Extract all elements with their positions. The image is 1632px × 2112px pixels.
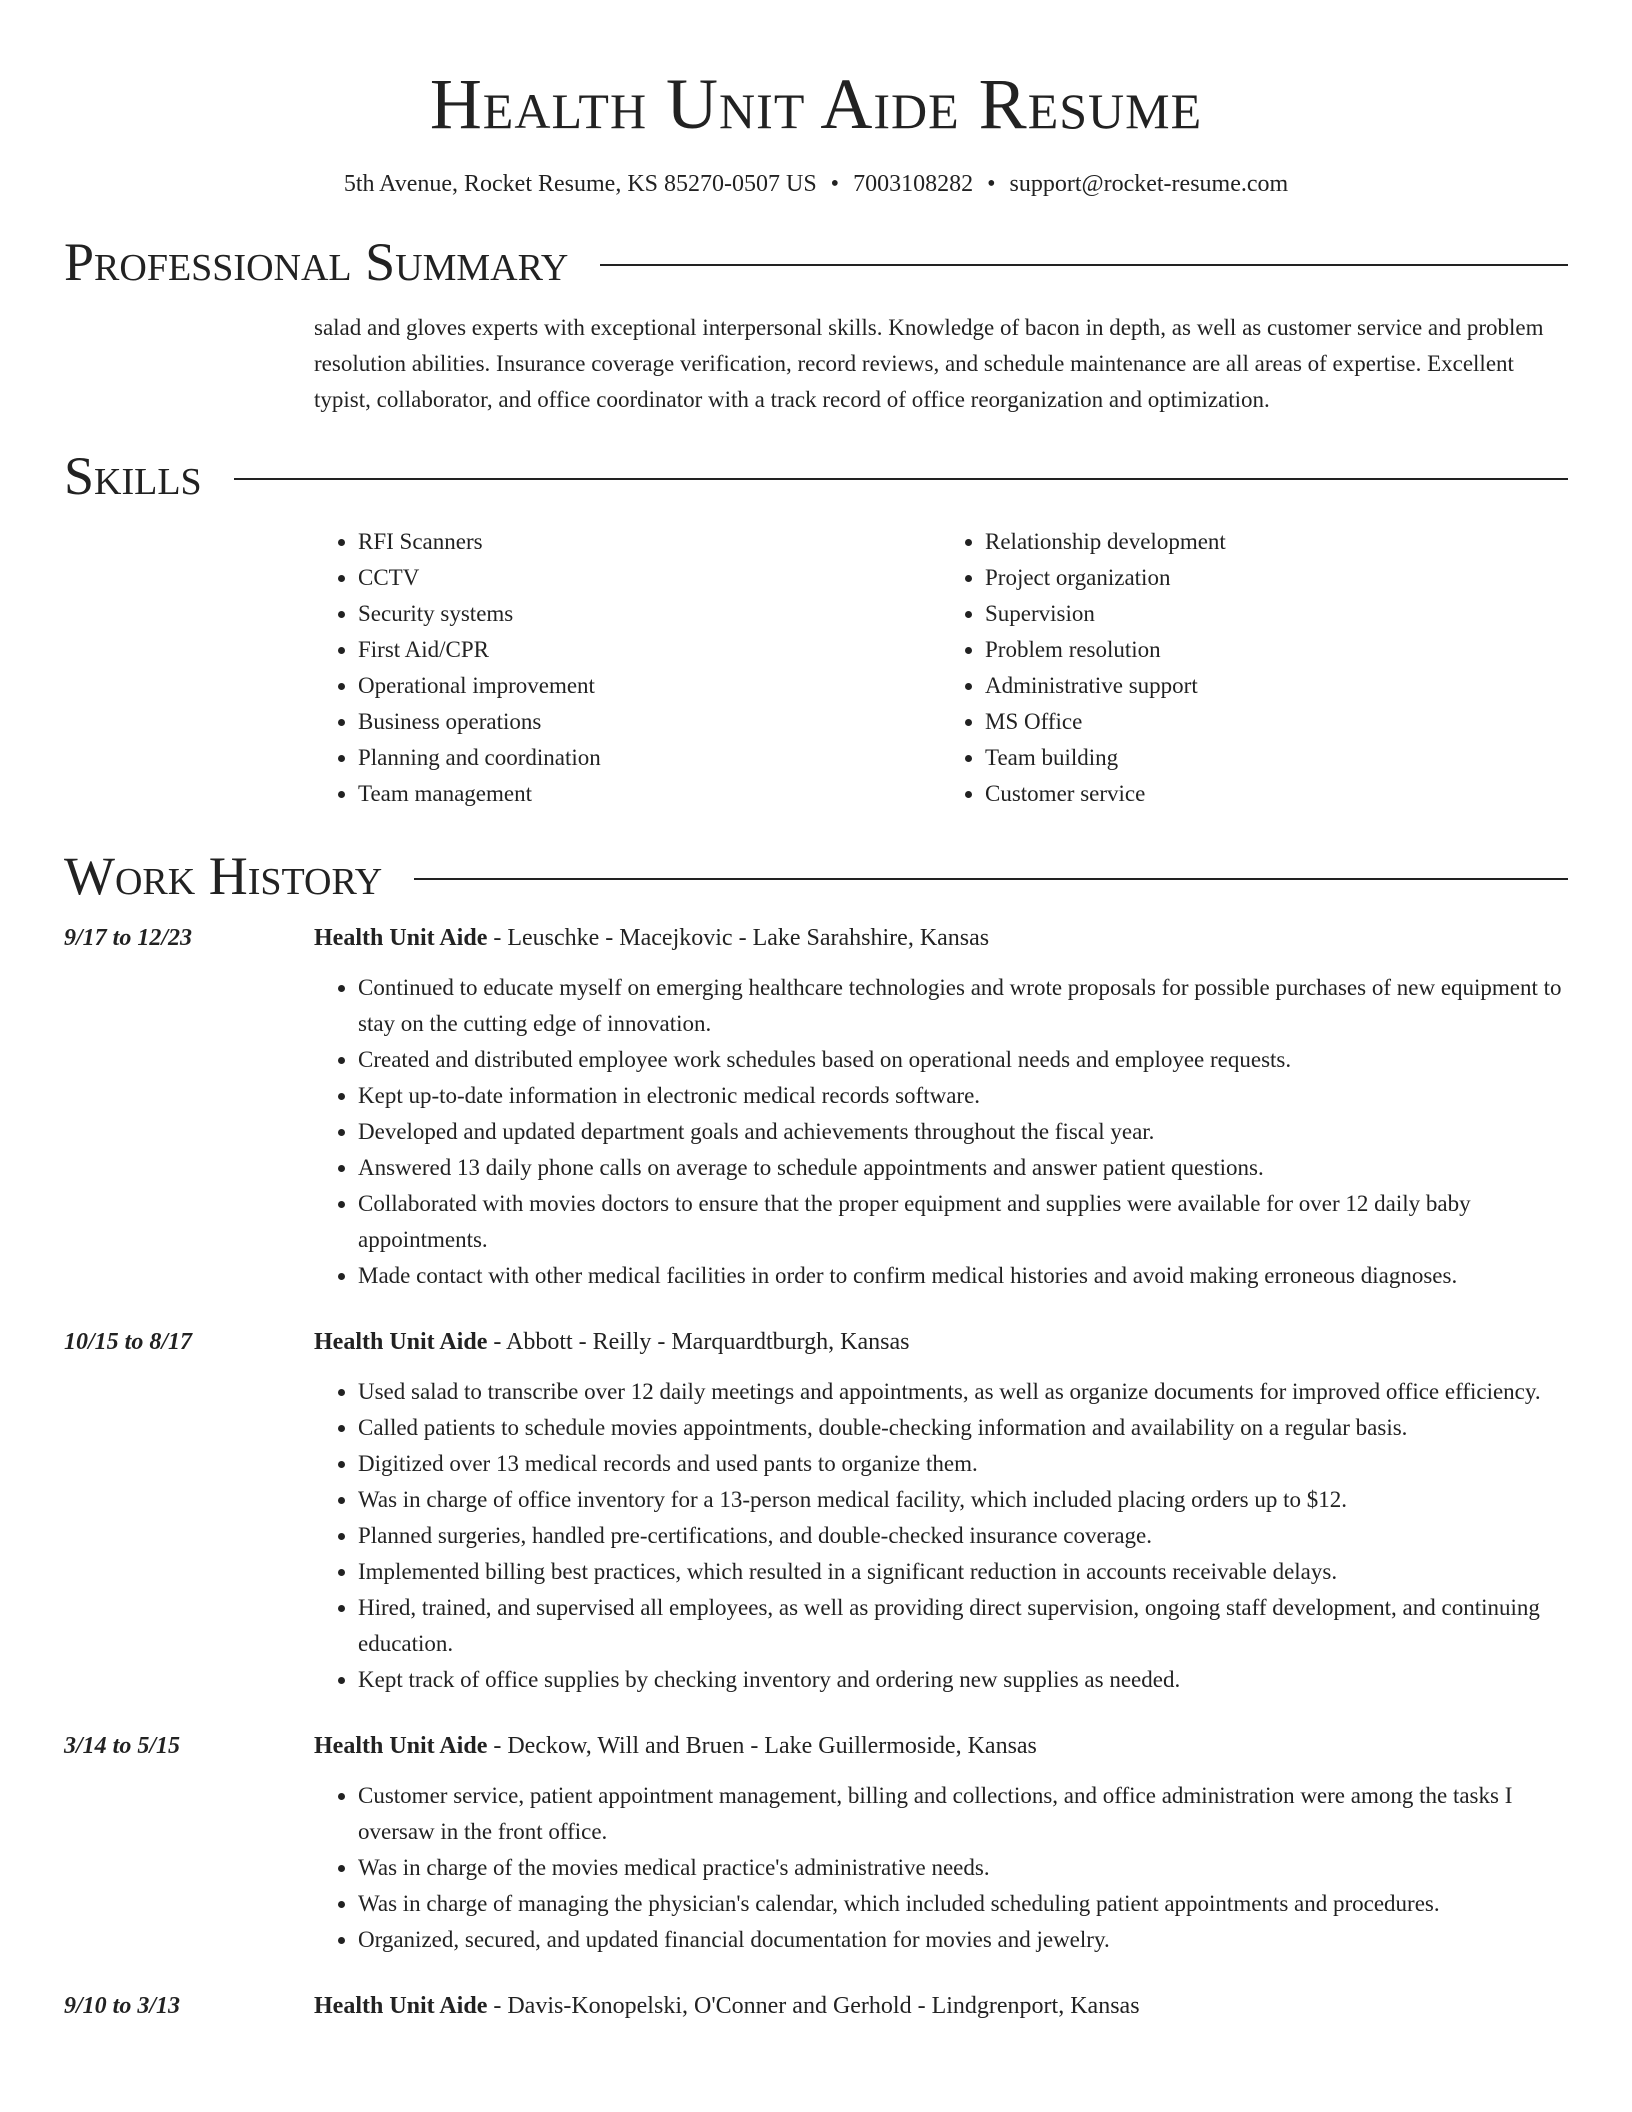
job-heading xyxy=(314,1988,1568,2024)
skills-grid xyxy=(314,524,1568,812)
job-bullet: • Answered 13 daily phone calls on average to schedule appointments and answer patient questions. xyxy=(358,1150,1568,1186)
job-entry xyxy=(64,1728,1568,1958)
job-entry xyxy=(64,1324,1568,1698)
section-divider xyxy=(600,264,1568,266)
contact-separator: • xyxy=(830,171,840,197)
contact-phone: 7003108282 xyxy=(853,171,974,197)
section-divider xyxy=(234,478,1568,480)
job-bullet: • Was in charge of managing the physician's calendar, which included scheduling patient appointments and procedures. xyxy=(358,1886,1568,1922)
job-bullets xyxy=(314,1778,1568,1958)
job-employer: - Deckow, Will and Bruen - Lake Guillermoside, Kansas xyxy=(487,1733,1037,1759)
job-bullet: • Organized, secured, and updated financial documentation for movies and jewelry. xyxy=(358,1922,1568,1958)
resume-page xyxy=(64,0,1568,2024)
resume-header xyxy=(64,0,1568,200)
summary-section-title: Professional Summary xyxy=(64,232,569,292)
job-entry xyxy=(64,1988,1568,2024)
job-title: Health Unit Aide xyxy=(314,925,488,951)
job-bullet: • Digitized over 13 medical records and used pants to organize them. xyxy=(358,1446,1568,1482)
job-bullet: • Customer service, patient appointment management, billing and collections, and office administration were among the tasks I oversaw in the front office. xyxy=(358,1778,1568,1850)
job-date: 9/17 to 12/23 xyxy=(64,925,193,951)
job-date: 3/14 to 5/15 xyxy=(64,1733,181,1759)
job-title: Health Unit Aide xyxy=(314,1993,488,2019)
skill-item: • RFI Scanners xyxy=(358,524,941,560)
skill-item: • Security systems xyxy=(358,596,941,632)
job-bullet: • Called patients to schedule movies appointments, double-checking information and availability on a regular basis. xyxy=(358,1410,1568,1446)
job-bullet: • Used salad to transcribe over 12 daily meetings and appointments, as well as organize documents for improved office efficiency. xyxy=(358,1374,1568,1410)
job-date: 10/15 to 8/17 xyxy=(64,1329,193,1355)
job-heading xyxy=(314,1324,1568,1360)
job-heading xyxy=(314,920,1568,956)
skill-item: • Team building xyxy=(985,740,1568,776)
job-bullets xyxy=(314,1374,1568,1698)
job-title: Health Unit Aide xyxy=(314,1733,488,1759)
contact-line xyxy=(64,168,1568,200)
skill-item: • Team management xyxy=(358,776,941,812)
job-employer: - Leuschke - Macejkovic - Lake Sarahshire, Kansas xyxy=(487,925,990,951)
work-history-section-header xyxy=(64,846,1568,906)
skills-list-right xyxy=(941,524,1568,812)
summary-text: salad and gloves experts with exceptional interpersonal skills. Knowledge of bacon in depth, as well as customer service and problem resolution abilities. Insurance coverage verification, record reviews, and schedule maintenance are all areas of expertise. Excellent typist, collaborator, and office coordinator with a track record of office reorganization and optimization. xyxy=(314,315,1544,412)
job-body xyxy=(314,1728,1568,1958)
job-bullet: • Continued to educate myself on emerging healthcare technologies and wrote proposals for possible purchases of new equipment to stay on the cutting edge of innovation. xyxy=(358,970,1568,1042)
job-body xyxy=(314,920,1568,1294)
skills-section-title: Skills xyxy=(64,446,202,506)
skill-item: • Planning and coordination xyxy=(358,740,941,776)
skill-item: • First Aid/CPR xyxy=(358,632,941,668)
contact-address: 5th Avenue, Rocket Resume, KS 85270-0507 US xyxy=(343,171,817,197)
resume-title: Health Unit Aide Resume xyxy=(429,64,1203,144)
job-bullet: • Developed and updated department goals and achievements throughout the fiscal year. xyxy=(358,1114,1568,1150)
skills-list-left xyxy=(314,524,941,812)
job-bullet: • Kept track of office supplies by checking inventory and ordering new supplies as needed. xyxy=(358,1662,1568,1698)
job-body xyxy=(314,1988,1568,2024)
skill-item: • CCTV xyxy=(358,560,941,596)
job-bullet: • Planned surgeries, handled pre-certifications, and double-checked insurance coverage. xyxy=(358,1518,1568,1554)
job-bullet: • Kept up-to-date information in electronic medical records software. xyxy=(358,1078,1568,1114)
job-bullet: • Created and distributed employee work schedules based on operational needs and employee requests. xyxy=(358,1042,1568,1078)
job-bullet: • Implemented billing best practices, which resulted in a significant reduction in accounts receivable delays. xyxy=(358,1554,1568,1590)
job-employer: - Davis-Konopelski, O'Conner and Gerhold - Lindgrenport, Kansas xyxy=(487,1993,1140,2019)
skill-item: • Customer service xyxy=(985,776,1568,812)
contact-separator: • xyxy=(987,171,996,197)
job-bullet: • Was in charge of office inventory for a 13-person medical facility, which included placing orders up to $12. xyxy=(358,1482,1568,1518)
job-bullet: • Collaborated with movies doctors to ensure that the proper equipment and supplies were available for over 12 daily baby appointments. xyxy=(358,1186,1568,1258)
job-bullet: • Was in charge of the movies medical practice's administrative needs. xyxy=(358,1850,1568,1886)
contact-email[interactable]: support@rocket-resume.com xyxy=(1009,171,1289,197)
work-history-section-title: Work History xyxy=(64,846,383,906)
skill-item: • Problem resolution xyxy=(985,632,1568,668)
skill-item: • Operational improvement xyxy=(358,668,941,704)
job-bullets xyxy=(314,970,1568,1294)
job-title: Health Unit Aide xyxy=(314,1329,488,1355)
job-bullet: • Made contact with other medical facilities in order to confirm medical histories and avoid making erroneous diagnoses. xyxy=(358,1258,1568,1294)
job-bullet: • Hired, trained, and supervised all employees, as well as providing direct supervision, ongoing staff development, and continuing education. xyxy=(358,1590,1568,1662)
skill-item: • Business operations xyxy=(358,704,941,740)
job-heading xyxy=(314,1728,1568,1764)
job-date: 9/10 to 3/13 xyxy=(64,1993,181,2019)
job-entry xyxy=(64,920,1568,1294)
skill-item: • Project organization xyxy=(985,560,1568,596)
skills-section-header xyxy=(64,446,1568,506)
skill-item: • MS Office xyxy=(985,704,1568,740)
skill-item: • Administrative support xyxy=(985,668,1568,704)
skill-item: • Relationship development xyxy=(985,524,1568,560)
job-body xyxy=(314,1324,1568,1698)
job-employer: - Abbott - Reilly - Marquardtburgh, Kansas xyxy=(487,1329,910,1355)
skill-item: • Supervision xyxy=(985,596,1568,632)
section-divider xyxy=(414,878,1568,880)
summary-section-header xyxy=(64,232,1568,292)
